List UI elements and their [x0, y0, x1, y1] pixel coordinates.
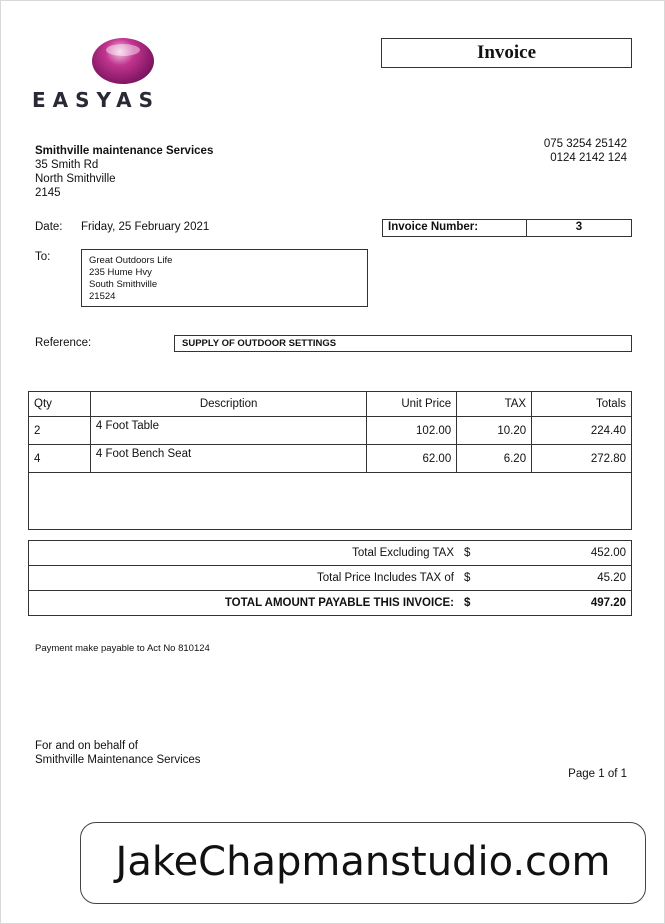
header-totals: Totals [532, 392, 632, 417]
invoice-number-box [382, 219, 632, 237]
payment-note: Payment make payable to Act No 810124 [35, 643, 210, 654]
item-qty: 2 [29, 417, 91, 445]
invoice-number-label: Invoice Number: [388, 221, 479, 233]
recipient-line: Great Outdoors Life [89, 255, 173, 266]
company-phone: 075 3254 25142 [543, 138, 627, 150]
table-row [29, 445, 632, 473]
item-unit-price: 62.00 [367, 445, 457, 473]
watermark: JakeChapmanstudio.com [80, 822, 646, 904]
page-info: Page 1 of 1 [568, 768, 627, 780]
total-excl-tax-value: 452.00 [509, 541, 632, 566]
date-label: Date: [35, 221, 63, 233]
totals-table [28, 540, 632, 616]
total-payable-label: TOTAL AMOUNT PAYABLE THIS INVOICE: [29, 591, 460, 616]
company-name: Smithville maintenance Services [35, 145, 214, 157]
reference-value: SUPPLY OF OUTDOOR SETTINGS [182, 338, 337, 349]
recipient-line: 235 Hume Hvy [89, 267, 152, 278]
empty-row [29, 473, 632, 530]
currency-symbol: $ [459, 541, 509, 566]
currency-symbol: $ [459, 591, 509, 616]
signoff-line: Smithville Maintenance Services [35, 754, 201, 766]
total-payable-value: 497.20 [509, 591, 632, 616]
header-description: Description [90, 392, 366, 417]
company-address-line: 2145 [35, 187, 61, 199]
item-description: 4 Foot Bench Seat [90, 445, 366, 473]
item-qty: 4 [29, 445, 91, 473]
logo-text: EASYAS [32, 88, 160, 112]
logo-icon [92, 38, 154, 84]
item-total: 272.80 [532, 445, 632, 473]
totals-row [29, 591, 632, 616]
header-tax: TAX [457, 392, 532, 417]
empty-cell [29, 473, 632, 530]
items-header-row [29, 392, 632, 417]
date-value: Friday, 25 February 2021 [81, 221, 210, 233]
recipient-line: South Smithville [89, 279, 158, 290]
item-total: 224.40 [532, 417, 632, 445]
tax-included-label: Total Price Includes TAX of [29, 566, 460, 591]
reference-box [174, 335, 632, 352]
header-unit-price: Unit Price [367, 392, 457, 417]
header-qty: Qty [29, 392, 91, 417]
to-label: To: [35, 251, 51, 263]
signoff-line: For and on behalf of [35, 740, 138, 752]
currency-symbol: $ [459, 566, 509, 591]
invoice-number-value: 3 [575, 221, 583, 233]
invoice-title: Invoice [381, 38, 632, 68]
item-tax: 10.20 [457, 417, 532, 445]
tax-included-value: 45.20 [509, 566, 632, 591]
company-phone: 0124 2142 124 [550, 152, 627, 164]
recipient-line: 21524 [89, 291, 116, 302]
items-table [28, 391, 632, 530]
item-description: 4 Foot Table [90, 417, 366, 445]
recipient-box [81, 249, 368, 307]
totals-row [29, 541, 632, 566]
company-address-line: North Smithville [35, 173, 116, 185]
item-tax: 6.20 [457, 445, 532, 473]
reference-label: Reference: [35, 337, 92, 349]
table-row [29, 417, 632, 445]
total-excl-tax-label: Total Excluding TAX [29, 541, 460, 566]
item-unit-price: 102.00 [367, 417, 457, 445]
company-address-line: 35 Smith Rd [35, 159, 99, 171]
totals-row [29, 566, 632, 591]
